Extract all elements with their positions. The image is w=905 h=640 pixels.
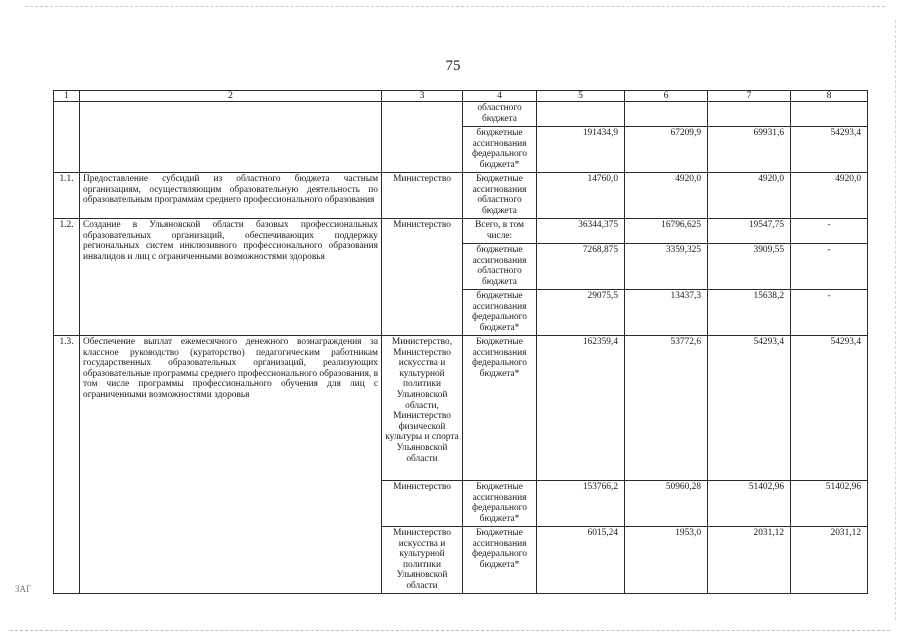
activity-text: Обеспечение выплат ежемесячного денежного вознаграждения за классное руководство (кураторство) педагогическим работникам государственных образовательных организаций, реализующих образовательные программы среднего профессионального образования, в том числе программы профессионального обучения для лиц с ограниченными возможностями здоровья [80,336,382,594]
table-row [54,219,868,244]
value-cell: 16796,625 [625,219,708,244]
value-cell: 15638,2 [708,290,791,336]
value-cell [791,102,868,127]
value-cell: 3359,325 [625,244,708,290]
value-cell: - [791,219,868,244]
value-cell [708,102,791,127]
funding-source: Бюджетные ассигнования федерального бюджета* [463,481,537,527]
value-cell: 54293,4 [791,336,868,481]
value-cell: 7268,875 [537,244,625,290]
value-cell [625,102,708,127]
executor-cell [382,102,463,173]
col-header: 1 [54,91,80,102]
funding-source: Всего, в том числе: [463,219,537,244]
table-row [54,173,868,219]
col-header: 4 [463,91,537,102]
table-row [54,102,868,127]
value-cell: 51402,96 [708,481,791,527]
value-cell: 67209,9 [625,127,708,173]
page-number: 75 [445,58,461,74]
program-table [53,90,868,594]
col-header: 3 [382,91,463,102]
activity-text: Предоставление субсидий из областного бюджета частным организациям, осуществляющим образовательную деятельность по образовательным программам среднего профессионального образования [80,173,382,219]
table-row [54,336,868,481]
value-cell: 36344,375 [537,219,625,244]
col-header: 6 [625,91,708,102]
value-cell: 6015,24 [537,527,625,594]
funding-source: Бюджетные ассигнования областного бюджета [463,173,537,219]
value-cell: 4920,0 [625,173,708,219]
value-cell: - [791,244,868,290]
col-header: 7 [708,91,791,102]
value-cell: 1953,0 [625,527,708,594]
value-cell: 153766,2 [537,481,625,527]
scan-edge-bottom [10,630,890,631]
value-cell: 191434,9 [537,127,625,173]
value-cell: 4920,0 [708,173,791,219]
value-cell: 4920,0 [791,173,868,219]
value-cell: 53772,6 [625,336,708,481]
col-header: 8 [791,91,868,102]
col-header: 2 [80,91,382,102]
executor: Министерство [382,173,463,219]
scan-edge-top [25,6,885,7]
value-cell: 50960,28 [625,481,708,527]
value-cell: 14760,0 [537,173,625,219]
executor: Министерство [382,481,463,527]
value-cell: 54293,4 [708,336,791,481]
value-cell: 51402,96 [791,481,868,527]
funding-source: бюджетные ассигнования федерального бюджета* [463,290,537,336]
executor: Министерство, Министерство искусства и культурной политики Ульяновской области, Министерство физической культуры и спорта Ульяновской области [382,336,463,481]
value-cell: 2031,12 [791,527,868,594]
funding-source: областного бюджета [463,102,537,127]
row-number: 1.2. [54,219,80,336]
value-cell: 13437,3 [625,290,708,336]
col-header: 5 [537,91,625,102]
value-cell: 2031,12 [708,527,791,594]
row-number: 1.1. [54,173,80,219]
row-number: 1.3. [54,336,80,594]
column-number-row [54,91,868,102]
value-cell: - [791,290,868,336]
value-cell [537,102,625,127]
row-number-cell [54,102,80,173]
value-cell: 19547,75 [708,219,791,244]
scan-edge-right [895,20,896,620]
funding-source: Бюджетные ассигнования федерального бюджета* [463,527,537,594]
funding-source: Бюджетные ассигнования федерального бюджета* [463,336,537,481]
executor: Министерство [382,219,463,336]
activity-cell [80,102,382,173]
value-cell: 54293,4 [791,127,868,173]
executor: Министерство искусства и культурной политики Ульяновской области [382,527,463,594]
value-cell: 3909,55 [708,244,791,290]
funding-source: бюджетные ассигнования федерального бюджета* [463,127,537,173]
value-cell: 162359,4 [537,336,625,481]
activity-text: Создание в Ульяновской области базовых профессиональных образовательных организаций, обеспечивающих поддержку региональных систем инклюзивного профессионального образования инвалидов и лиц с ограниченными возможностями здоровья [80,219,382,336]
value-cell: 29075,5 [537,290,625,336]
funding-source: бюджетные ассигнования областного бюджета [463,244,537,290]
margin-stamp: ЗАГ [15,584,32,594]
value-cell: 69931,6 [708,127,791,173]
